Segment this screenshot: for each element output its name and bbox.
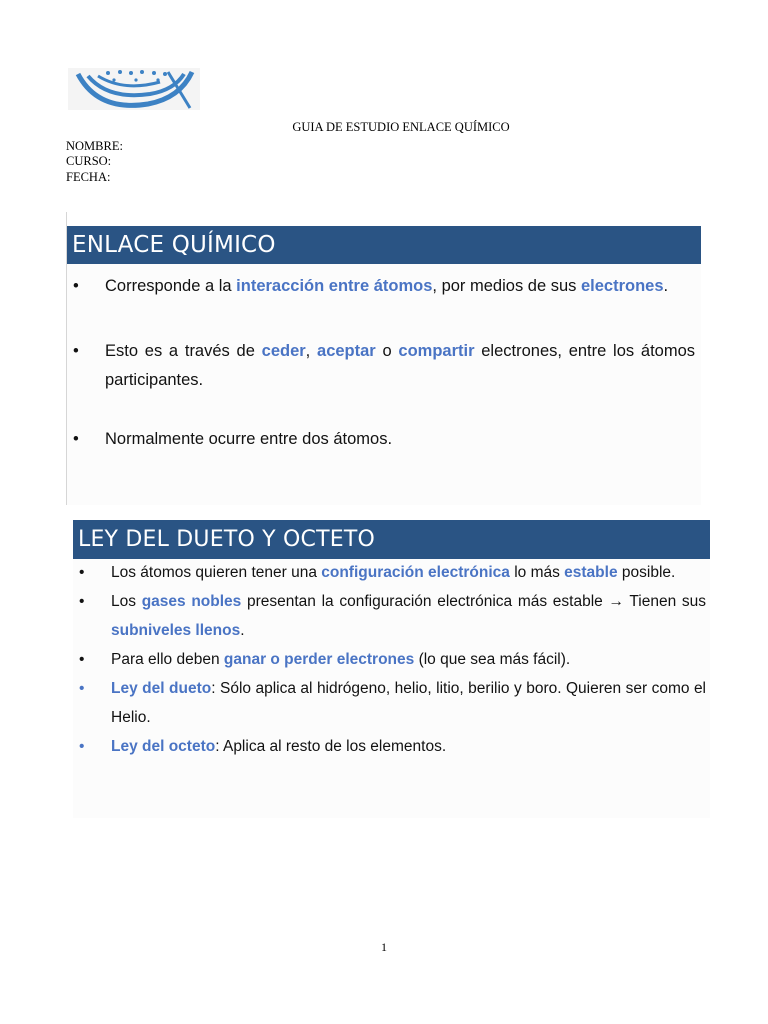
bullet-item <box>79 732 706 761</box>
bullet-text: presentan la configuración electrónica más estable → Tienen sus <box>241 593 706 610</box>
bullet-icon: • <box>79 593 85 610</box>
date-field-label: FECHA: <box>66 169 111 184</box>
logo-emblem-icon <box>68 68 200 110</box>
bullet-icon: • <box>73 430 79 448</box>
bullet-text: : Sólo aplica al hidrógeno, helio, litio, berilio y boro. Quieren ser como el Helio. <box>111 680 707 726</box>
bullet-text: lo más <box>509 564 565 581</box>
bullet-text: Normalmente ocurre entre dos átomos. <box>105 430 393 448</box>
bullet-text: . <box>240 622 245 639</box>
bullet-icon: • <box>79 564 85 581</box>
bullet-text: Corresponde a la <box>105 277 237 295</box>
highlighted-term: ganar o perder electrones <box>223 651 415 668</box>
highlighted-term: Ley del dueto <box>111 680 212 697</box>
bullet-item <box>79 674 706 732</box>
bullet-item <box>79 558 706 587</box>
bullet-text: Para ello deben <box>111 651 224 668</box>
highlighted-term: interacción entre átomos <box>236 277 433 295</box>
highlighted-term: configuración electrónica <box>321 564 510 581</box>
bullet-list <box>73 558 710 761</box>
highlighted-term: electrones <box>580 277 664 295</box>
bullet-text: : Aplica al resto de los elementos. <box>215 738 447 755</box>
bullet-text: Esto es a través de <box>105 342 262 360</box>
highlighted-term: subniveles llenos <box>111 622 241 639</box>
bullet-item <box>79 587 706 645</box>
page-number: 1 <box>381 940 387 954</box>
bullet-item <box>79 645 706 674</box>
bullet-list <box>67 264 701 454</box>
name-field-label: NOMBRE: <box>66 138 123 153</box>
bullet-text: Los <box>111 593 142 610</box>
bullet-text: (lo que sea más fácil). <box>414 651 571 668</box>
bullet-text: o <box>375 342 399 360</box>
bullet-text: , <box>305 342 318 360</box>
section-heading: LEY DEL DUETO Y OCTETO <box>73 520 710 559</box>
bullet-text: Los átomos quieren tener una <box>111 564 322 581</box>
highlighted-term: ceder <box>261 342 306 360</box>
section-duet-octet-law <box>73 520 710 818</box>
document-title: GUIA DE ESTUDIO ENLACE QUÍMICO <box>292 120 510 134</box>
section-chemical-bond <box>67 226 701 505</box>
bullet-icon: • <box>73 342 79 360</box>
document-header <box>66 120 706 185</box>
bullet-item <box>73 272 695 301</box>
bullet-text: . <box>663 277 669 295</box>
bullet-text: electrones, entre los átomos participantes. <box>105 342 696 389</box>
bullet-text: posible. <box>617 564 676 581</box>
bullet-item <box>73 425 695 454</box>
highlighted-term: estable <box>564 564 618 581</box>
course-field-label: CURSO: <box>66 154 112 168</box>
highlighted-term: gases nobles <box>141 593 242 610</box>
highlighted-term: aceptar <box>317 342 376 360</box>
highlighted-term: Ley del octeto <box>111 738 216 755</box>
bullet-icon: • <box>79 680 85 697</box>
bullet-icon: • <box>73 277 79 295</box>
bullet-item <box>73 337 695 395</box>
section-heading: ENLACE QUÍMICO <box>67 226 701 264</box>
bullet-text: , por medios de sus <box>432 277 581 295</box>
bullet-icon: • <box>79 651 85 668</box>
school-logo <box>68 68 200 110</box>
highlighted-term: compartir <box>398 342 475 360</box>
bullet-icon: • <box>79 738 85 755</box>
